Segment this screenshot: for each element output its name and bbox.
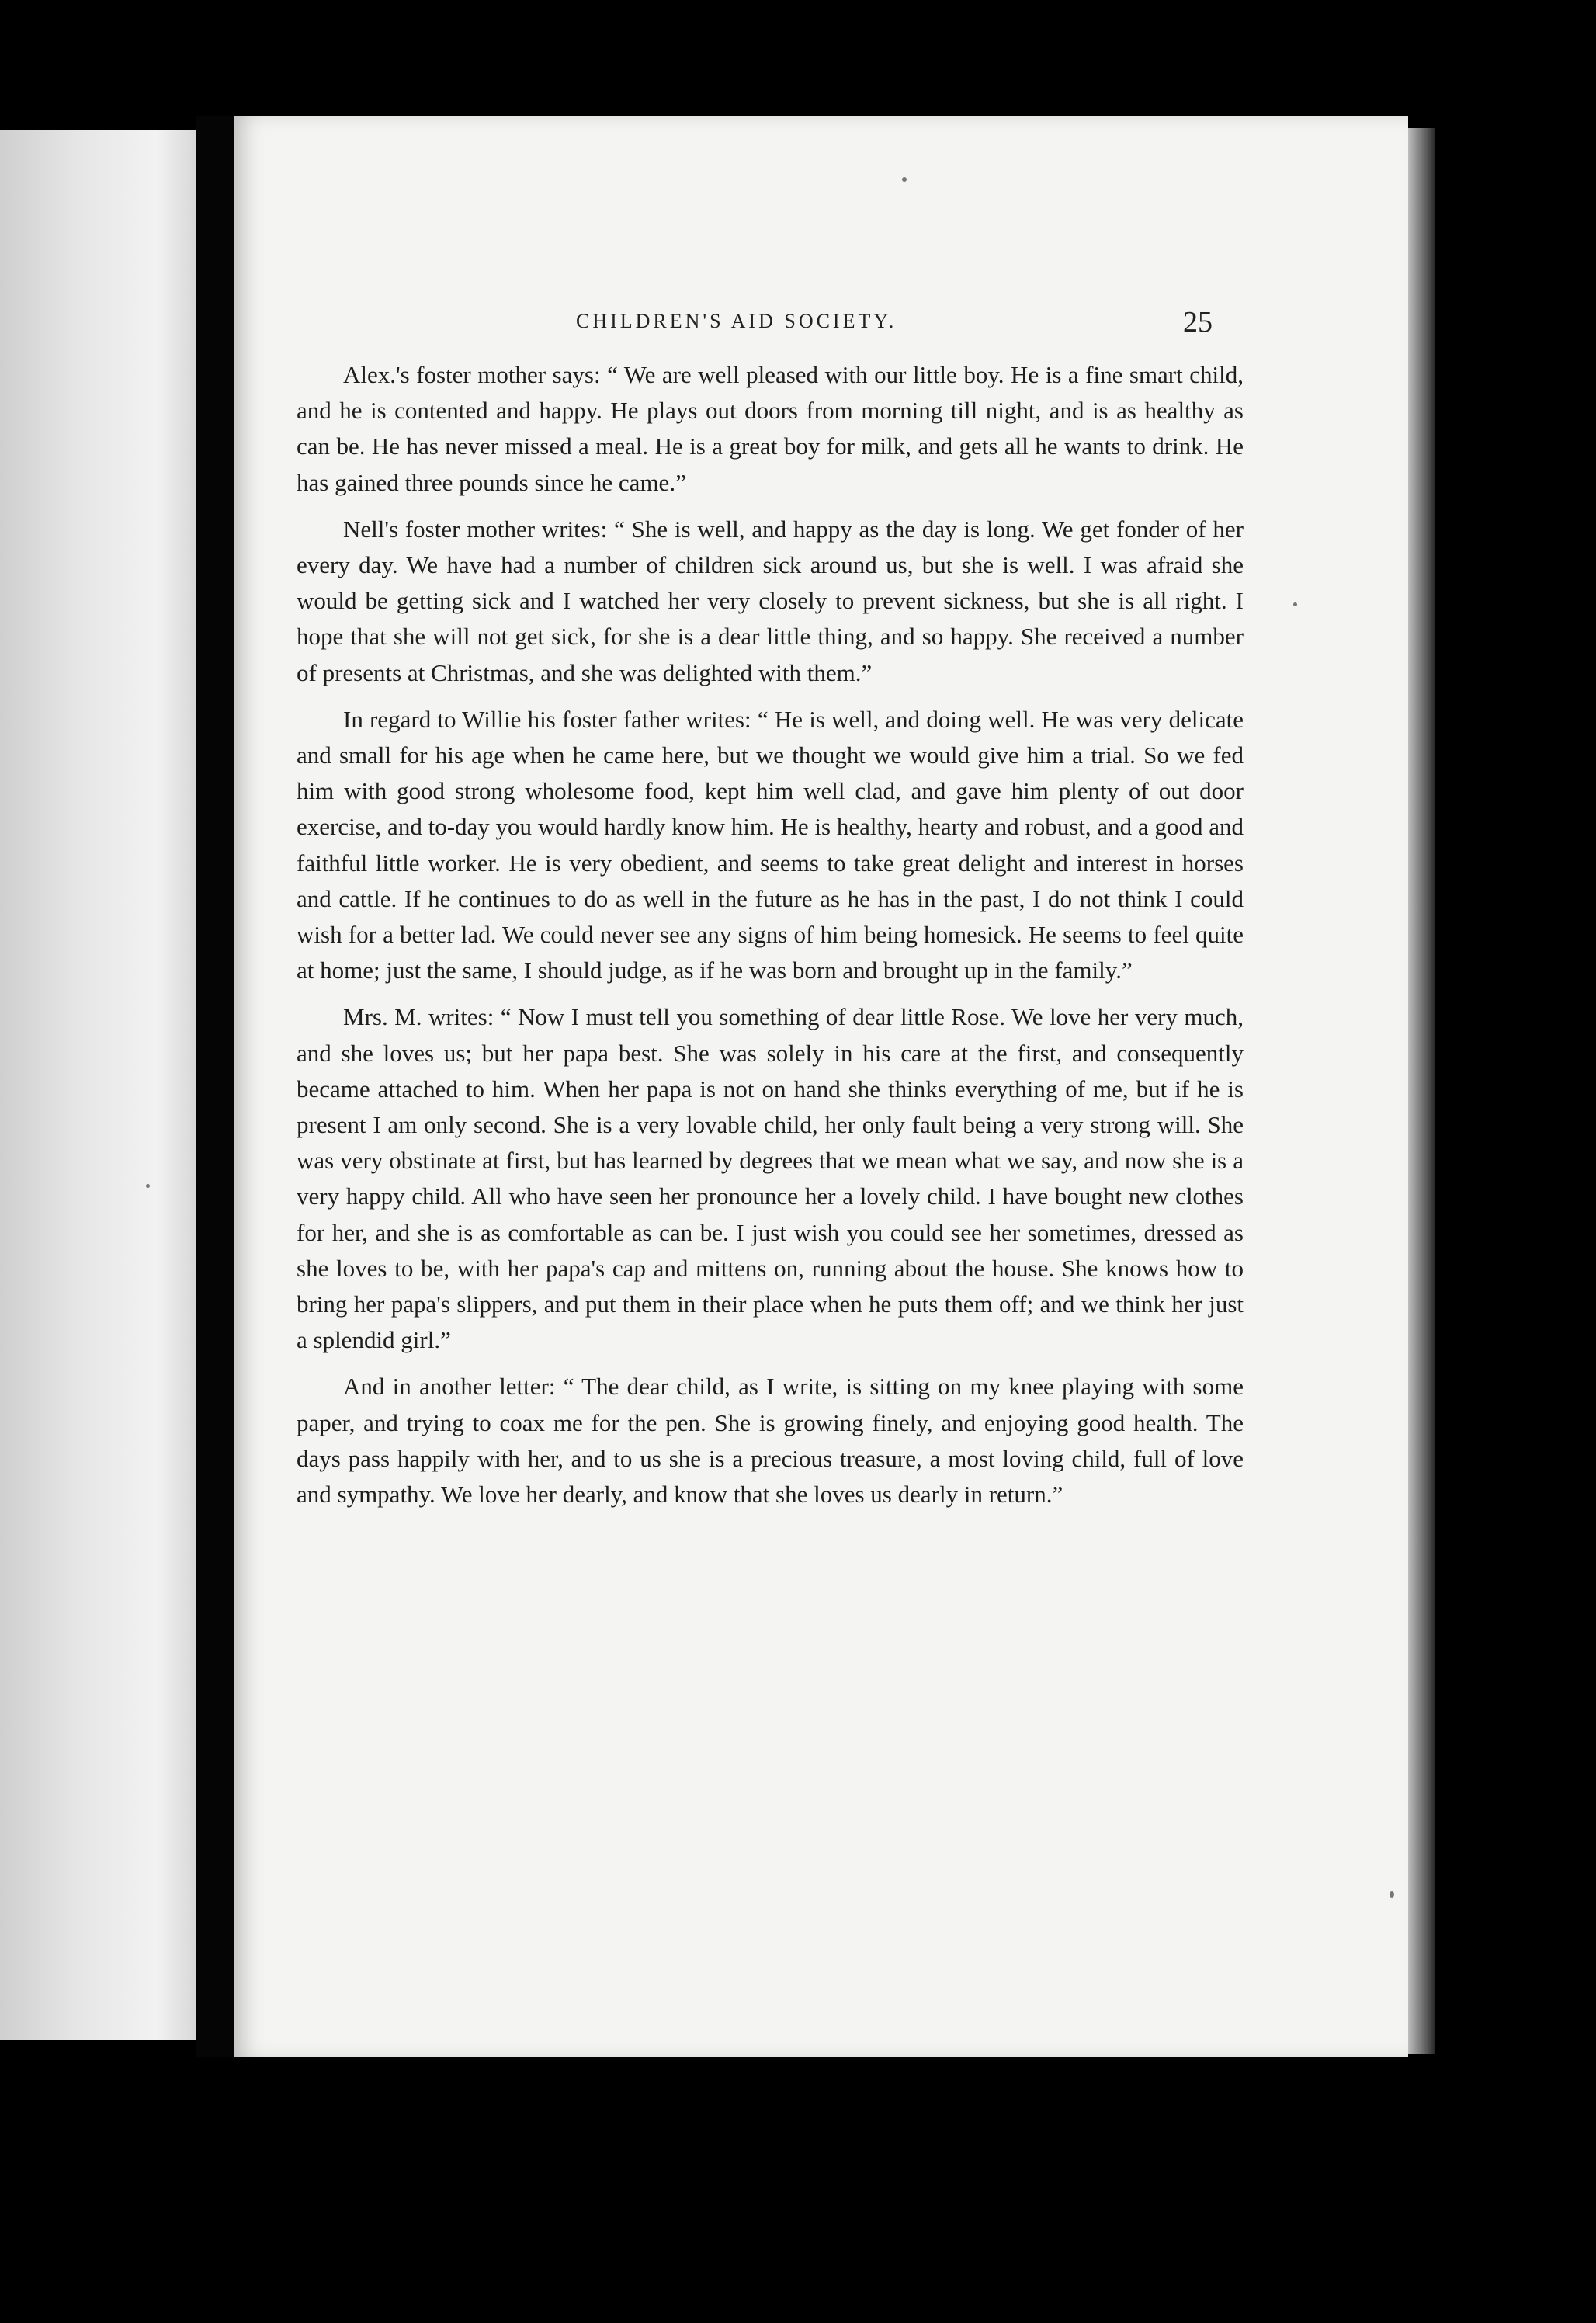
running-head-title: CHILDREN'S AID SOCIETY. bbox=[576, 310, 897, 332]
scan-speck bbox=[1293, 602, 1297, 606]
paragraph-alex: Alex.'s foster mother says: “ We are well pleased with our little boy. He is a fine smart child, and he is contented and happy. He plays out doors from morning till night, and is as healthy as can be. He has never missed a meal. He is a great boy for milk, and gets all he wants to drink. He has gained three pounds since he came.” bbox=[297, 361, 1244, 496]
body-text bbox=[297, 357, 1244, 1523]
paragraph-another-letter: And in another letter: “ The dear child, as I write, is sitting on my knee playing with some paper, and trying to coax me for the pen. She is growing finely, and enjoying good health. The days pass happily with her, and to us she is a precious treasure, a most loving child, full of love and sympathy. We love her dearly, and know that she loves us dearly in return.” bbox=[297, 1373, 1244, 1509]
scan-speck bbox=[146, 1184, 150, 1188]
paragraph-nell: Nell's foster mother writes: “ She is well, and happy as the day is long. We get fonder of her every day. We have had a number of children sick around us, but she is well. I was afraid she would be getting sick and I watched her very closely to prevent sickness, but she is all right. I hope that she will not get sick, for she is a dear little thing, and so happy. She received a number of presents at Christmas, and she was delighted with them.” bbox=[297, 515, 1244, 686]
page-edge bbox=[1408, 128, 1435, 2054]
left-facing-page bbox=[0, 130, 196, 2040]
running-head bbox=[234, 305, 1408, 352]
paragraph-willie: In regard to Willie his foster father writes: “ He is well, and doing well. He was very delicate and small for his age when he came here, but we thought we would give him a trial. So we fed him with good strong wholesome food, kept him well clad, and gave him plenty of out door exercise, and to-day you would hardly know him. He is healthy, hearty and robust, and a good and faithful little worker. He is very obedient, and seems to take great delight and interest in horses and cattle. If he continues to do as well in the future as he has in the past, I do not think I could wish for a better lad. We could never see any signs of him being homesick. He seems to feel quite at home; just the same, I should judge, as if he was born and brought up in the family.” bbox=[297, 705, 1244, 984]
page-number: 25 bbox=[1183, 306, 1213, 339]
book-gutter bbox=[196, 116, 234, 2057]
scan-speck bbox=[1390, 1891, 1394, 1898]
paragraph-rose: Mrs. M. writes: “ Now I must tell you something of dear little Rose. We love her very much, and she loves us; but her papa best. She was solely in his care at the first, and consequently became attached to him. When her papa is not on hand she thinks everything of me, but if he is present I am only second. She is a very lovable child, her only fault being a very strong will. She was very obstinate at first, but has learned by degrees that we mean what we say, and now she is a very happy child. All who have seen her pronounce her a lovely child. I have bought new clothes for her, and she is as comfortable as can be. I just wish you could see her sometimes, dressed as she loves to be, with her papa's cap and mittens on, running about the house. She knows how to bring her papa's slippers, and put them in their place when he puts them off; and we think her just a splendid girl.” bbox=[297, 1003, 1244, 1354]
scan-speck bbox=[902, 177, 907, 182]
